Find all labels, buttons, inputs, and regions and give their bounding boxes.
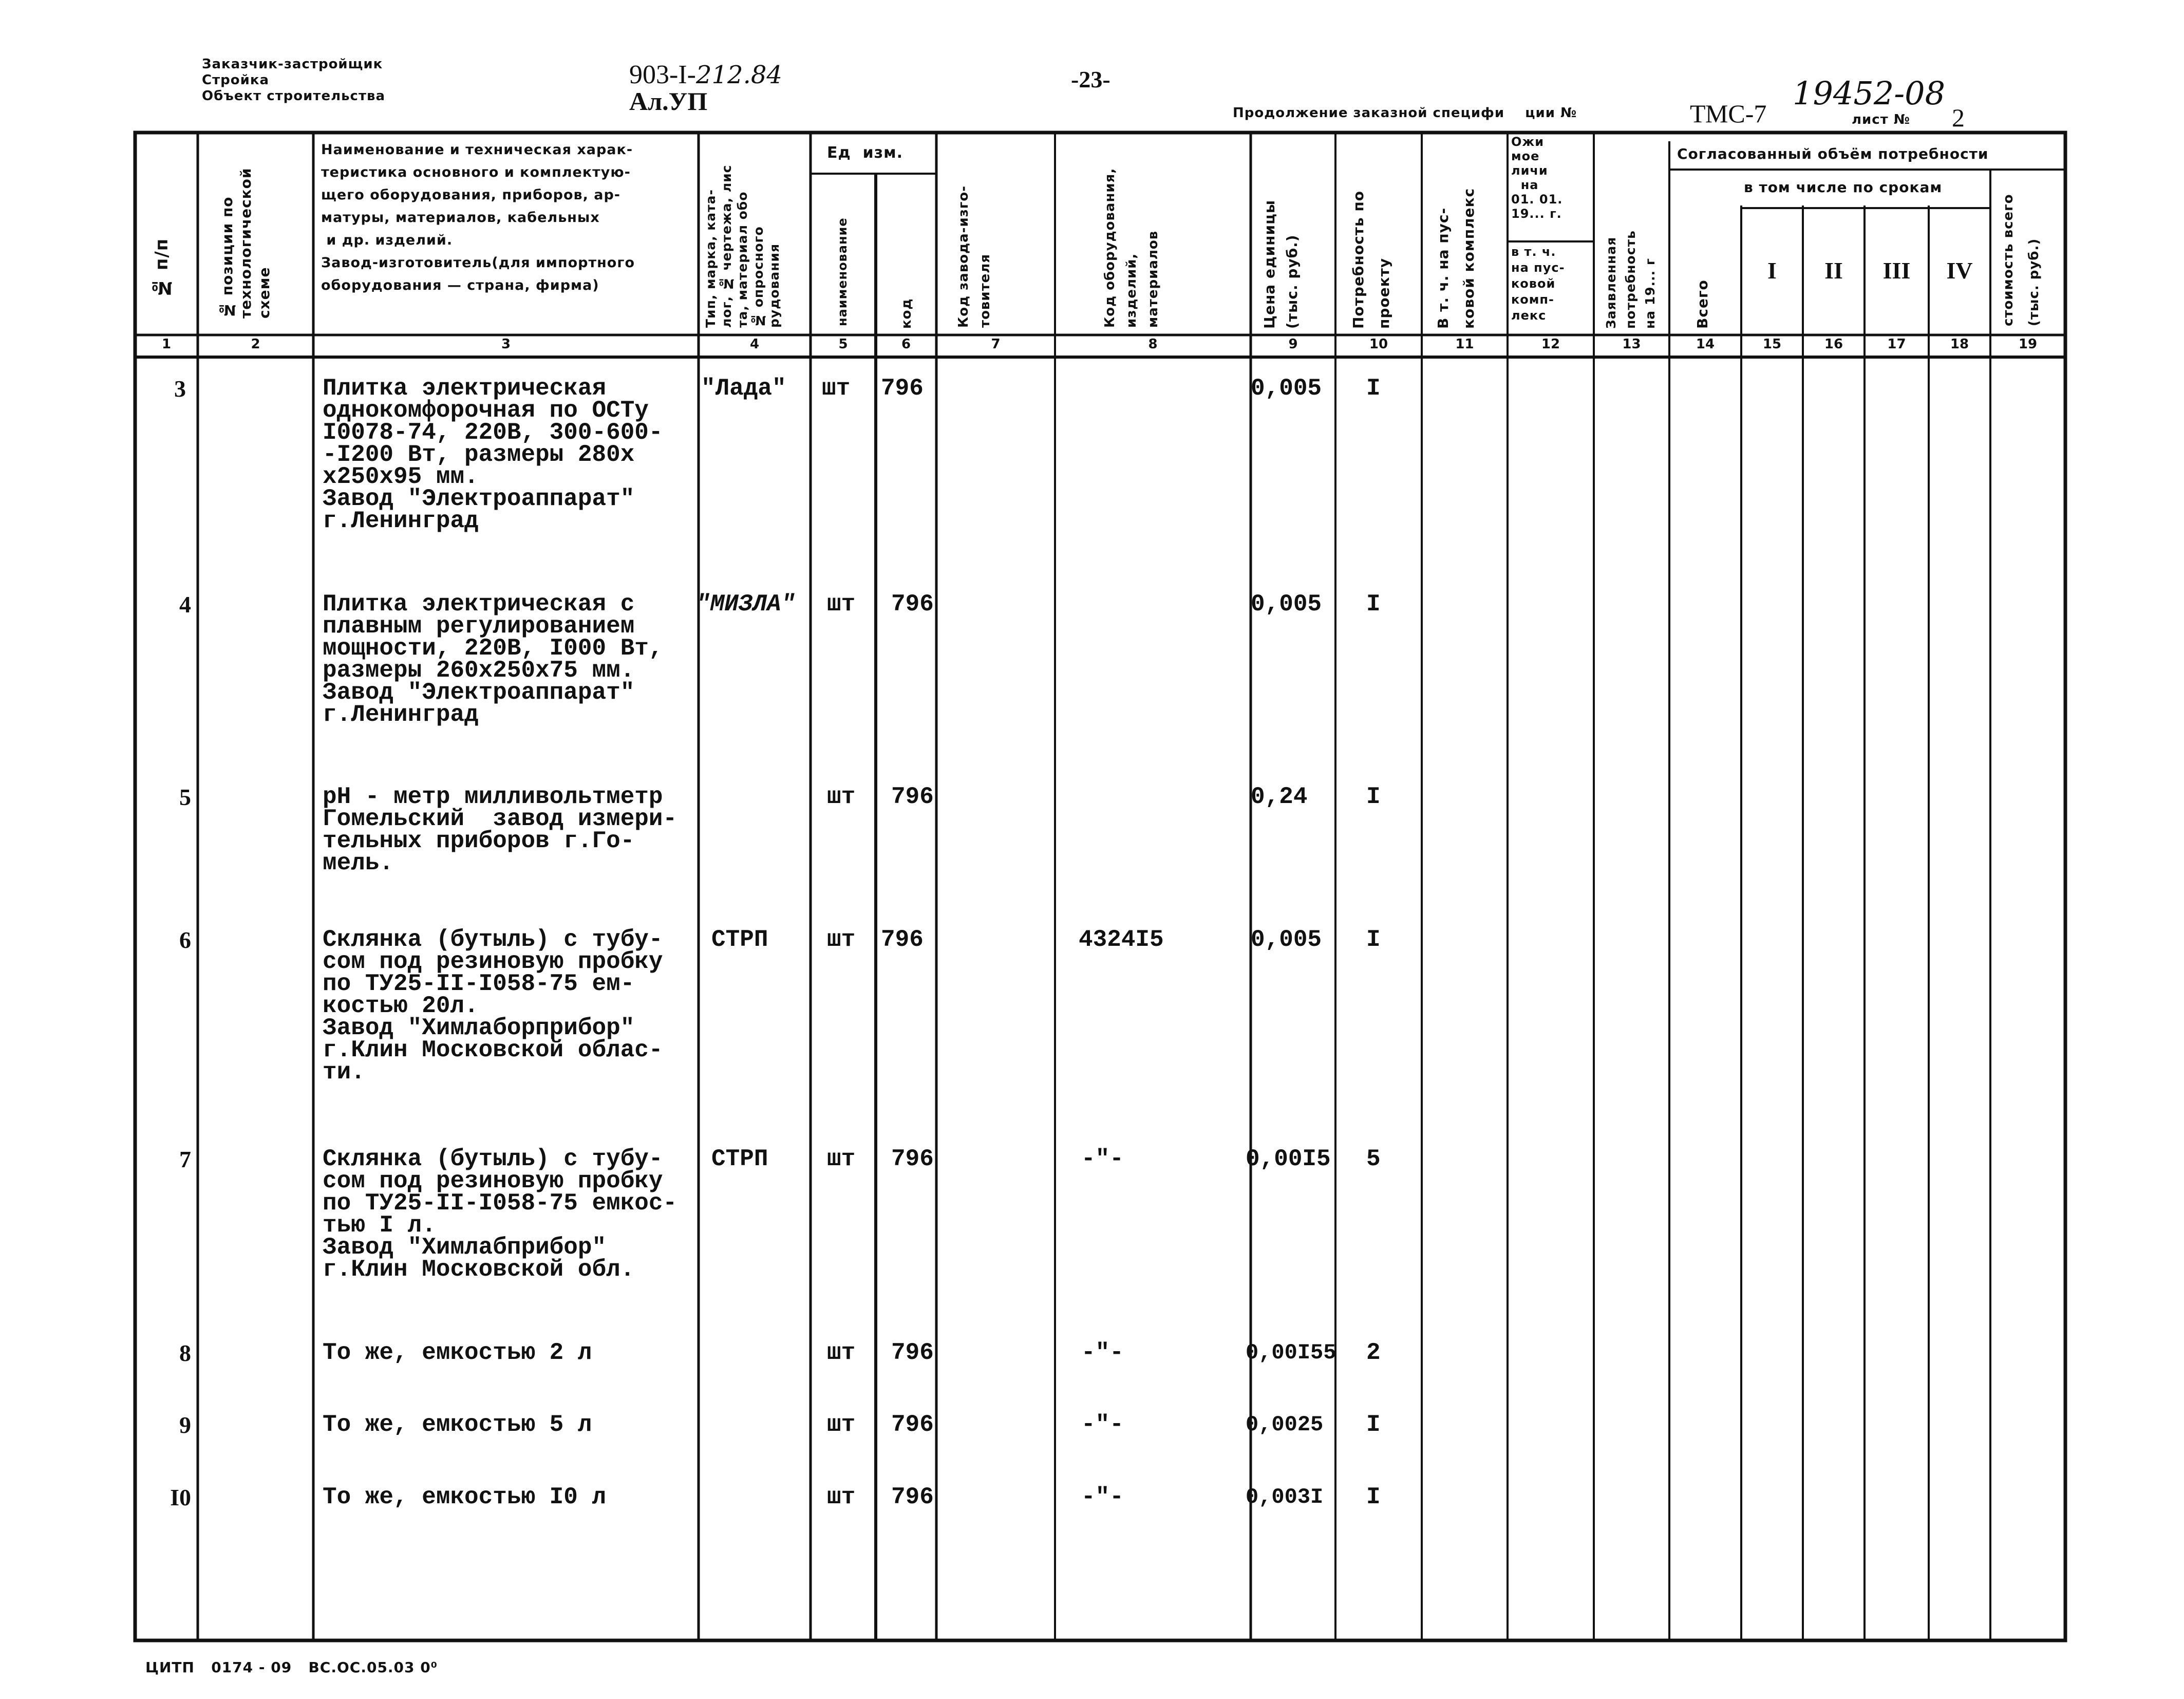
row-unit: шт (827, 926, 856, 953)
sheet-number: 2 (1952, 103, 1965, 132)
row-number: 7 (179, 1146, 191, 1172)
header-term-3: III (1882, 257, 1911, 284)
row-need: I (1366, 783, 1381, 810)
header-unit-group: Ед изм. (827, 144, 903, 162)
row-description: То же, емкостью 5 л (323, 1411, 592, 1438)
customer-line: Стройка (202, 72, 270, 88)
row-description: рН - метр милливольтметр Гомельский завод измери- тельных приборов г.Го- мель. (323, 783, 677, 876)
row-description: Плитка электрическая с плавным регулированием мощности, 220В, I000 Вт, размеры 260х250х75 мм. Завод "Электроаппарат" г.Ленинград (323, 591, 663, 728)
row-price: 0,005 (1251, 926, 1322, 953)
col-number: 5 (838, 337, 848, 352)
row-price: 0,005 (1251, 591, 1322, 618)
header-col-1: № п/п (152, 238, 172, 298)
row-price: 0,00I55 (1246, 1340, 1336, 1365)
header-col-10: Потребность по проекту (1350, 191, 1392, 329)
customer-line: Объект строительства (202, 88, 386, 104)
header-col-12-bottom: в т. ч. на пус- ковой комп- лекс (1511, 245, 1565, 323)
row-need: I (1366, 375, 1381, 402)
header-col-9: Цена единицы (тыс. руб.) (1261, 199, 1301, 329)
row-code: 796 (891, 1339, 934, 1366)
col-number: 17 (1887, 337, 1906, 352)
header-col-4: Тип, марка, ката- лог, № чертежа, лис та, материал обо № опросного рудования (703, 164, 782, 328)
row-code: 796 (881, 375, 924, 402)
row-unit: шт (827, 1484, 856, 1510)
header-col-8: Код оборудования, изделий, материалов (1102, 167, 1161, 328)
col-number: 19 (2018, 337, 2038, 352)
row-need: I (1366, 1411, 1381, 1438)
header-agreed-group: Согласованный объём потребности (1677, 145, 1989, 162)
row-description: Склянка (бутыль) с тубу- сом под резиновую пробку по ТУ25-II-I058-75 ем- костью 20л. Завод "Химлаборприбор" г.Клин Московской облас- ти. (323, 926, 663, 1086)
row-description: Склянка (бутыль) с тубу- сом под резиновую пробку по ТУ25-II-I058-75 емкос- тью I л. Завод "Химлабприбор" г.Клин Московской обл. (323, 1146, 677, 1283)
row-number: 3 (174, 376, 186, 402)
header-terms-group: в том числе по срокам (1744, 179, 1943, 196)
row-number: 8 (179, 1340, 191, 1366)
header-col-14: Всего (1694, 279, 1711, 329)
header-col-2: № позиции по технологической схеме (219, 167, 273, 319)
continuation-label: Продолжение заказной специфи ции № (1233, 105, 1577, 121)
page-number: -23- (1071, 66, 1110, 92)
row-code: 796 (891, 1411, 934, 1438)
header-col-5: наименование (835, 217, 850, 326)
row-type: СТРП (711, 926, 768, 953)
col-number: 3 (501, 337, 511, 352)
row-price: 0,00I5 (1246, 1146, 1331, 1172)
row-code: 796 (891, 783, 934, 810)
header-col-19: стоимость всего (тыс. руб.) (2001, 194, 2042, 326)
col-number: 14 (1696, 337, 1715, 352)
row-price: 0,24 (1251, 783, 1308, 810)
row-unit: шт (827, 783, 856, 810)
col-number: 12 (1541, 337, 1560, 352)
col-number: 4 (749, 337, 760, 352)
row-number: 6 (179, 927, 191, 953)
project-code-handwritten: 212.84 (695, 61, 782, 89)
spec-number: ТМС-7 (1690, 99, 1767, 128)
row-type: "МИЗЛА" (696, 591, 796, 618)
row-need: I (1366, 591, 1381, 618)
row-need: 5 (1366, 1146, 1381, 1172)
row-equipment-code: -"- (1081, 1484, 1124, 1510)
album-label: Ал.УП (629, 87, 708, 116)
col-number: 10 (1369, 337, 1388, 352)
col-number: 6 (901, 337, 911, 352)
row-type: "Лада" (701, 375, 786, 402)
header-col-12-top: Ожи мое личи на 01. 01. 19... г. (1511, 135, 1563, 221)
row-unit: шт (827, 1146, 856, 1172)
row-code: 796 (891, 1146, 934, 1172)
header-term-4: IV (1946, 257, 1973, 284)
row-unit: шт (827, 1411, 856, 1438)
row-number: 5 (179, 784, 191, 810)
row-number: 4 (179, 591, 191, 618)
row-need: I (1366, 1484, 1381, 1510)
footer-stamp: ЦИТП 0174 - 09 ВС.ОС.05.03 0⁰ (145, 1659, 438, 1676)
col-number: 9 (1288, 337, 1298, 352)
col-number: 8 (1148, 337, 1158, 352)
col-number: 7 (991, 337, 1001, 352)
col-number: 1 (161, 337, 172, 352)
row-number: I0 (170, 1484, 191, 1510)
row-equipment-code: -"- (1081, 1411, 1124, 1438)
row-unit: шт (827, 591, 856, 618)
row-price: 0,003I (1246, 1485, 1324, 1509)
header-col-13: Заявленная потребность на 19... г (1604, 230, 1658, 329)
customer-line: Заказчик-застройщик (202, 57, 383, 72)
col-number: 15 (1762, 337, 1782, 352)
col-number: 11 (1455, 337, 1474, 352)
row-unit: шт (822, 375, 851, 402)
header-col-3: Наименование и техническая харак- теристика основного и комплектую- щего оборудования, приборов, ар- матуры, материалов, кабельных и др. изделий. Завод-изготовитель(для импортного оборудования — страна, фирма) (321, 142, 635, 293)
header-col-11: В т. ч. на пус- ковой комплекс (1435, 188, 1477, 329)
row-code: 796 (891, 1484, 934, 1510)
row-code: 796 (881, 926, 924, 953)
row-description: То же, емкостью I0 л (323, 1484, 607, 1510)
row-need: 2 (1366, 1339, 1381, 1366)
row-unit: шт (827, 1339, 856, 1366)
row-price: 0,005 (1251, 375, 1322, 402)
header-term-2: II (1824, 257, 1843, 284)
row-description: То же, емкостью 2 л (323, 1339, 592, 1366)
row-price: 0,0025 (1246, 1412, 1324, 1437)
row-type: СТРП (711, 1146, 768, 1172)
row-description: Плитка электрическая однокомфорочная по ОСТу I0078-74, 220В, 300-600- -I200 Вт, размеры 280х х250х95 мм. Завод "Электроаппарат" г.Ленинград (323, 375, 663, 534)
header-term-1: I (1767, 257, 1777, 284)
header-col-6: код (899, 298, 914, 329)
col-number: 18 (1950, 337, 1969, 352)
row-equipment-code: 4324I5 (1079, 926, 1164, 953)
row-number: 9 (179, 1412, 191, 1438)
doc-number-handwritten: 19452-08 (1793, 74, 1946, 112)
col-number: 16 (1824, 337, 1843, 352)
header-col-7: Код завода-изго- товителя (956, 185, 993, 328)
row-need: I (1366, 926, 1381, 953)
col-number: 13 (1622, 337, 1641, 352)
row-code: 796 (891, 591, 934, 618)
sheet-label: лист № (1852, 112, 1911, 127)
row-equipment-code: -"- (1081, 1339, 1124, 1366)
row-equipment-code: -"- (1081, 1146, 1124, 1172)
project-code-printed: 903-I- (629, 60, 696, 89)
col-number: 2 (251, 337, 260, 352)
